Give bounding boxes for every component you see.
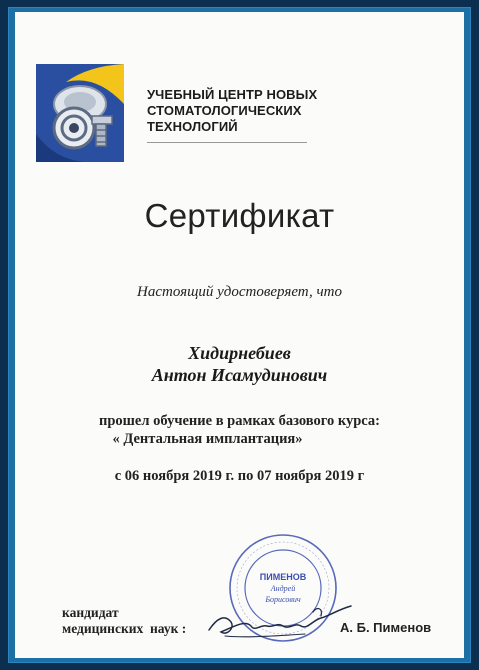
organization-underline (147, 142, 307, 143)
recipient-surname: Хидирнебиев (188, 343, 291, 363)
course-block (0, 412, 479, 448)
course-intro: прошел обучение в рамках базового курса: (99, 413, 380, 429)
signatory-degree (62, 605, 186, 637)
recipient-name (0, 342, 479, 386)
certificate-title: Сертификат (144, 197, 335, 234)
certifies-text: Настоящий удостоверяет, что (137, 284, 342, 300)
stamp-patronymic: Борисович (265, 595, 301, 604)
degree-line-2: медицинских наук : (62, 621, 187, 636)
stamp-name: ПИМЕНОВ (259, 572, 307, 582)
organization-line-3: ТЕХНОЛОГИЙ (147, 119, 238, 134)
signatory-name: А. Б. Пименов (340, 620, 432, 635)
stamp-given-name: Андрей (270, 584, 296, 593)
organization-line-2: СТОМАТОЛОГИЧЕСКИХ (147, 103, 302, 118)
organization-name (147, 87, 367, 135)
recipient-given-names: Антон Исамудинович (151, 365, 328, 385)
degree-line-1: кандидат (62, 605, 119, 620)
dental-center-logo (36, 64, 124, 162)
course-name: « Дентальная имплантация» (112, 431, 303, 447)
organization-line-1: УЧЕБНЫЙ ЦЕНТР НОВЫХ (147, 87, 318, 102)
course-dates: с 06 ноября 2019 г. по 07 ноября 2019 г (114, 468, 365, 484)
handwritten-signature (205, 596, 355, 644)
